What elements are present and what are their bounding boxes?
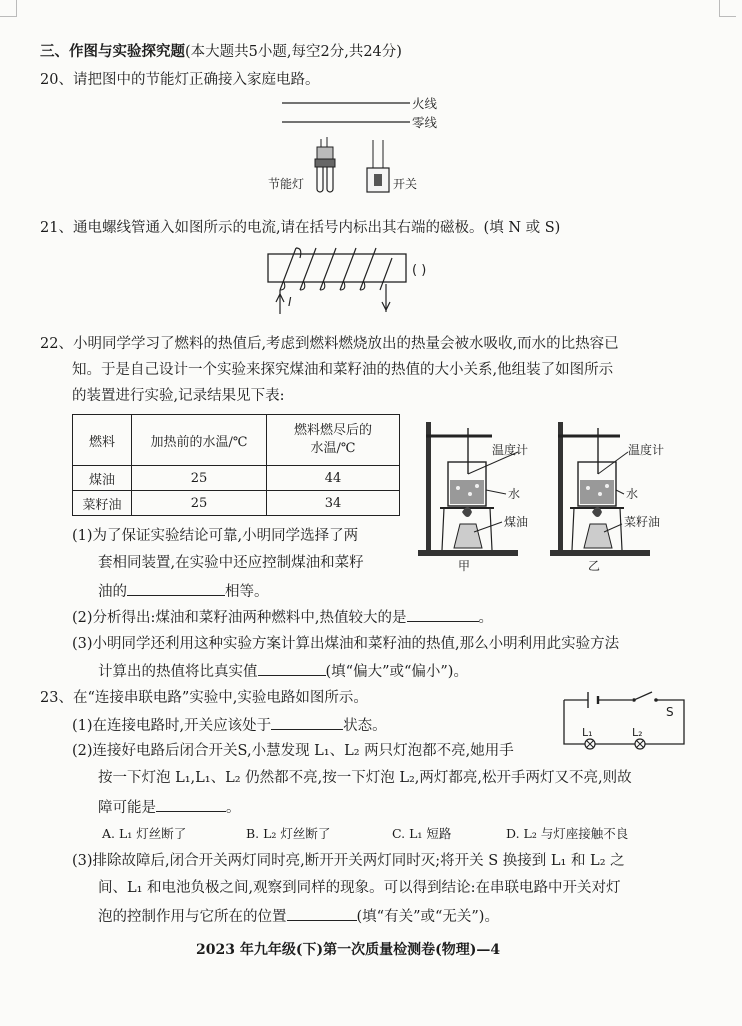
table-cell: 25 — [132, 491, 267, 516]
q20-prompt: 20、请把图中的节能灯正确接入家庭电路。 — [40, 72, 320, 88]
answer-blank[interactable] — [156, 796, 226, 812]
q23-sub3-line1: (3)排除故障后,闭合开关两灯同时亮,断开开关两灯同时灭;将开关 S 换接到 L₁ 和 L₂ 之 — [72, 853, 625, 869]
text-run: (2)分析得出:煤油和菜籽油两种燃料中,热值较大的是 — [72, 610, 407, 626]
water-label: 水 — [508, 487, 521, 501]
switch-label: 开关 — [393, 177, 418, 191]
lamp-label: 节能灯 — [268, 177, 305, 191]
q23-sub2-line3 — [98, 796, 241, 818]
q23-sub3-line3 — [98, 905, 499, 927]
q20-circuit-figure — [260, 92, 460, 202]
thermometer-label: 温度计 — [628, 443, 665, 457]
apparatus-b-figure — [546, 414, 686, 574]
table-header-row — [73, 415, 400, 466]
text-run: (填“偏大”或“偏小”)。 — [325, 664, 468, 680]
q23-prompt: 23、在“连接串联电路”实验中,实验电路如图所示。 — [40, 690, 368, 706]
option-c[interactable]: C. L₁ 短路 — [392, 826, 452, 841]
answer-blank[interactable] — [127, 580, 225, 596]
table-cell: 44 — [267, 466, 400, 491]
text-run: 障可能是 — [98, 800, 156, 816]
current-label: I — [288, 295, 292, 309]
wall-switch-icon — [367, 140, 389, 192]
header-part: 燃料燃尽后的 — [293, 423, 372, 438]
text-run: 泡的控制作用与它所在的位置 — [98, 909, 287, 925]
table-header-cell: 燃料 — [73, 415, 132, 466]
q23-sub2-line2: 按一下灯泡 L₁,L₁、L₂ 仍然都不亮,按一下灯泡 L₂,两灯都亮,松开手两灯又不亮,则故 — [98, 770, 632, 786]
results-table — [72, 414, 400, 516]
thermometer-label: 温度计 — [492, 443, 529, 457]
q22-sub2 — [72, 606, 493, 628]
answer-blank[interactable] — [271, 714, 343, 730]
live-wire-label: 火线 — [412, 96, 438, 111]
crop-mark — [719, 0, 736, 17]
table-row — [73, 466, 400, 491]
energy-saving-lamp-icon — [315, 137, 335, 192]
q22-sub3-line2 — [98, 660, 468, 682]
lamp1-label: L₁ — [582, 726, 593, 739]
text-run: 相等。 — [225, 584, 269, 600]
option-d[interactable]: D. L₂ 与灯座接触不良 — [506, 826, 629, 841]
q22-line2: 知。于是自己设计一个实验来探究煤油和菜籽油的热值的大小关系,他组装了如图所示 — [72, 362, 614, 378]
section-title: 三、作图与实验探究题 — [40, 43, 185, 60]
table-header-cell: 加热前的水温/℃ — [132, 415, 267, 466]
section-header — [40, 42, 402, 62]
table-cell: 菜籽油 — [73, 491, 132, 516]
q21-prompt: 21、通电螺线管通入如图所示的电流,请在括号内标出其右端的磁极。(填 N 或 S) — [40, 220, 561, 236]
text-run: 。 — [226, 800, 241, 816]
lamp2-label: L₂ — [632, 726, 643, 739]
q23-sub3-line2: 间、L₁ 和电池负极之间,观察到同样的现象。可以得到结论:在串联电路中开关对灯 — [98, 880, 621, 896]
figure-a-caption: 甲 — [458, 559, 471, 573]
table-cell: 25 — [132, 466, 267, 491]
answer-blank[interactable] — [287, 905, 357, 921]
text-run: 状态。 — [343, 718, 387, 734]
crop-mark — [0, 0, 17, 17]
q22-line1: 22、小明同学学习了燃料的热值后,考虑到燃料燃烧放出的热量会被水吸收,而水的比热容已 — [40, 336, 619, 352]
text-run: (1)在连接电路时,开关应该处于 — [72, 718, 272, 734]
option-a[interactable]: A. L₁ 灯丝断了 — [102, 826, 187, 841]
q22-sub1-line1: (1)为了保证实验结论可靠,小明同学选择了两 — [72, 528, 359, 544]
apparatus-a-figure — [414, 414, 544, 574]
q22-sub3-line1: (3)小明同学还利用这种实验方案计算出煤油和菜籽油的热值,那么小明利用此实验方法 — [72, 636, 620, 652]
fuel-a-label: 煤油 — [504, 515, 529, 529]
table-header-cell — [267, 415, 400, 466]
q21-solenoid-figure — [262, 244, 462, 316]
q23-sub2-line1: (2)连接好电路后闭合开关S,小慧发现 L₁、L₂ 两只灯泡都不亮,她用手 — [72, 743, 514, 759]
table-cell: 34 — [267, 491, 400, 516]
text-run: (填“有关”或“无关”)。 — [356, 909, 499, 925]
pole-bracket[interactable]: ( ) — [412, 263, 427, 278]
section-note: (本大题共5小题,每空2分,共24分) — [185, 44, 402, 60]
q22-sub1-line3 — [98, 580, 269, 602]
header-part: 水温/℃ — [310, 441, 356, 456]
option-b[interactable]: B. L₂ 灯丝断了 — [246, 826, 331, 841]
page-footer: 2023 年九年级(下)第一次质量检测卷(物理)—4 — [196, 942, 501, 958]
switch-s-label: S — [666, 705, 674, 719]
neutral-wire-label: 零线 — [412, 115, 438, 130]
table-row — [73, 491, 400, 516]
text-run: 。 — [478, 610, 494, 626]
figure-b-caption: 乙 — [588, 559, 601, 573]
water-label: 水 — [626, 487, 639, 501]
q22-line3: 的装置进行实验,记录结果见下表: — [72, 388, 285, 404]
series-circuit-figure — [556, 688, 696, 758]
q22-sub1-line2: 套相同装置,在实验中还应控制煤油和菜籽 — [98, 555, 364, 571]
table-cell: 煤油 — [73, 466, 132, 491]
q23-sub1 — [72, 714, 387, 736]
answer-blank[interactable] — [407, 606, 479, 622]
text-run: 计算出的热值将比真实值 — [98, 664, 258, 680]
text-run: 油的 — [98, 584, 127, 600]
answer-blank[interactable] — [258, 660, 326, 676]
fuel-b-label: 菜籽油 — [624, 515, 661, 529]
